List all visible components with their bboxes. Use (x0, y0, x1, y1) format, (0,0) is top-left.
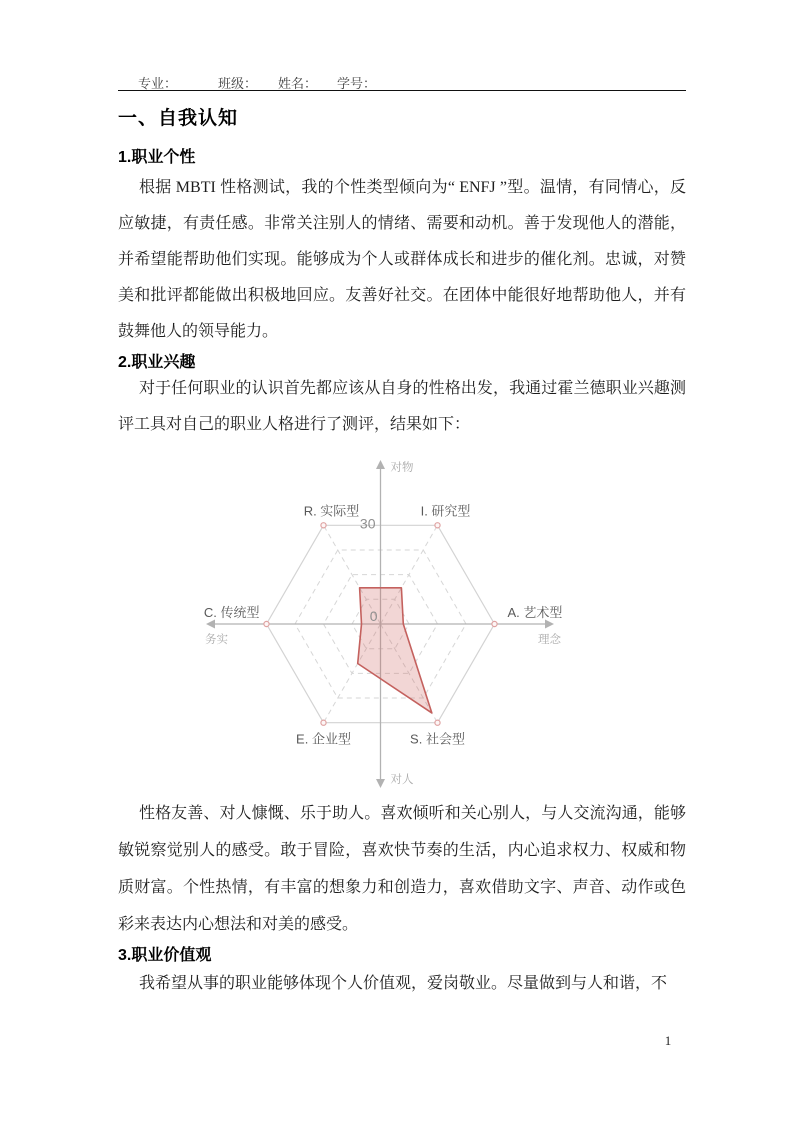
svg-text:S. 社会型: S. 社会型 (410, 731, 465, 747)
svg-text:对物: 对物 (390, 462, 414, 474)
section2-result-paragraph: 性格友善、对人慷慨、乐于助人。喜欢倾听和关心别人，与人交流沟通，能够敏锐察觉别人的感受。敢于冒险，喜欢快节奏的生活，内心追求权力、权威和物质财富。个性热情，有丰富的想象力和创造力，喜欢借助文字、声音、动作或色彩来表达内心想法和对美的感受。 (118, 805, 686, 933)
svg-text:A. 艺术型: A. 艺术型 (507, 605, 563, 620)
svg-text:E. 企业型: E. 企业型 (296, 731, 351, 747)
svg-text:0: 0 (369, 608, 378, 624)
major-field-label: 专业： (138, 76, 178, 91)
svg-text:对人: 对人 (390, 774, 414, 786)
class-field-label: 班级： (218, 76, 258, 91)
student-id-field-label: 学号： (337, 76, 377, 91)
radar-chart-svg (140, 450, 700, 795)
svg-text:R. 实际型: R. 实际型 (303, 503, 360, 519)
section1-heading: 1.职业个性 (118, 149, 196, 166)
section1-paragraph: 根据 MBTI 性格测试，我的个性类型倾向为“ ENFJ ”型。温情，有同情心，反应敏捷，有责任感。非常关注别人的情绪、需要和动机。善于发现他人的潜能，并希望能帮助他们实现。能够成为个人或群体成长和进步的催化剂。忠诚，对赞美和批评都能做出积极地回应。友善好社交。在团体中能很好地帮助他人，并有鼓舞他人的领导能力。 (118, 179, 686, 340)
section3-heading: 3.职业价值观 (118, 947, 212, 964)
header-meta-row (0, 73, 793, 91)
document-title: 一、自我认知 (118, 108, 239, 129)
svg-text:I. 研究型: I. 研究型 (420, 503, 471, 519)
name-field-label: 姓名： (278, 76, 318, 91)
svg-text:C. 传统型: C. 传统型 (203, 605, 260, 620)
holland-radar-chart (140, 450, 700, 795)
section3-paragraph: 我希望从事的职业能够体现个人价值观，爱岗敬业。尽量做到与人和谐，不 (139, 975, 668, 992)
page-number: 1 (664, 1033, 672, 1048)
svg-text:务实: 务实 (205, 634, 228, 646)
section2-heading: 2.职业兴趣 (118, 354, 196, 371)
section2-intro-paragraph: 对于任何职业的认识首先都应该从自身的性格出发，我通过霍兰德职业兴趣测评工具对自己的职业人格进行了测评，结果如下： (118, 380, 686, 433)
svg-text:理念: 理念 (538, 634, 561, 646)
svg-text:30: 30 (359, 515, 376, 532)
header-divider (118, 90, 686, 91)
